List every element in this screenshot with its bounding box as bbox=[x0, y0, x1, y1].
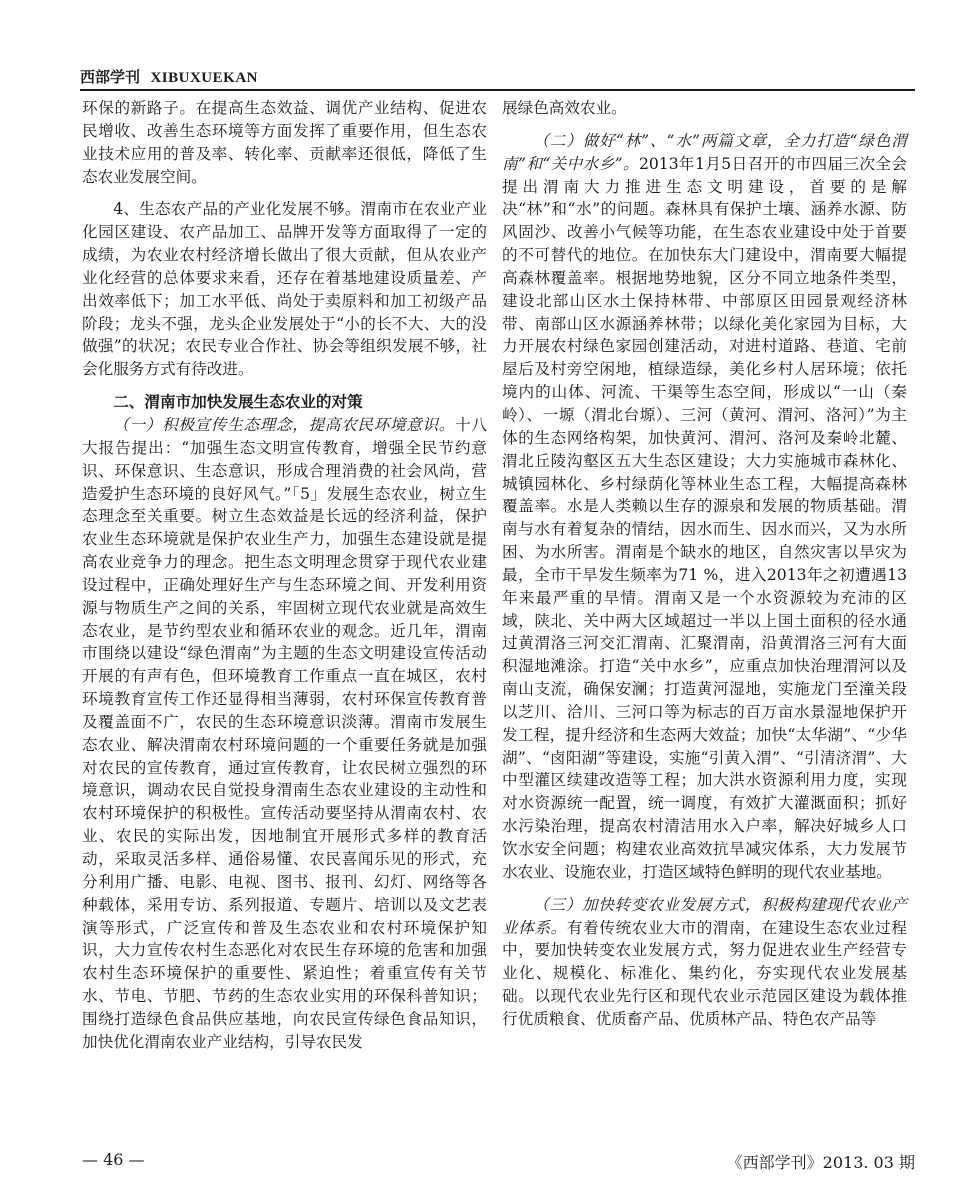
journal-name-en: XIBUXUEKAN bbox=[150, 70, 258, 86]
subsection-title: （一）积极宣传生态理念，提高农民环境意识。 bbox=[113, 415, 456, 434]
subsection-body: 有着传统农业大市的渭南，在建设生态农业过程中，要加快转变农业发展方式，努力促进农业生产经营专业化、规模化、标准化、集约化，夯实现代农业发展基础。以现代农业先行区和现代农业示范园区建设为载体推行优质粮食、优质畜产品、优质林产品、特色农产品等 bbox=[502, 918, 907, 1028]
paragraph-gap bbox=[502, 884, 907, 894]
subsection-body: 十八大报告提出：“加强生态文明宣传教育，增强全民节约意识、环保意识、生态意识，形成合理消费的社会风尚，营造爱护生态环境的良好风气。”「5」发展生态农业，树立生态理念至关重要。树立生态效益是长远的经济利益，保护农业生态环境就是保护农业生产力，加强生态建设就是提高农业竞争力的理念。把生态文明理念贯穿于现代农业建设过程中，正确处理好生产与生态环境之间、开发利用资源与物质生产之间的关系，牢固树立现代农业就是高效生态农业，是节约型农业和循环农业的观念。近几年，渭南市围绕以建设“绿色渭南”为主题的生态文明建设宣传活动开展的有声有色，但环境教育工作重点一直在城区，农村环境教育宣传工作还显得相当薄弱，农村环保宣传教育普及覆盖面不广，农民的生态环境意识淡薄。渭南市发展生态农业、解决渭南农村环境问题的一个重要任务就是加强对农民的宣传教育，通过宣传教育，让农民树立强烈的环境意识，调动农民自觉投身渭南生态农业建设的主动性和农村环境保护的积极性。宣传活动要坚持从渭南农村、农业、农民的实际出发，因地制宜开展形式多样的教育活动，采取灵活多样、通俗易懂、农民喜闻乐见的形式，充分利用广播、电影、电视、图书、报刊、幻灯、网络等各种载体，采用专访、系列报道、专题片、培训以及文艺表演等形式，广泛宣传和普及生态农业和农村环境保护知识，大力宣传农村生态恶化对农民生存环境的危害和加强农村生态环境保护的重要性、紧迫性；着重宣传有关节水、节电、节肥、节药的生态农业实用的环保科普知识；围绕打造绿色食品供应基地，向农民宣传绿色食品知识，加快优化渭南农业产业结构，引导农民发 bbox=[82, 415, 487, 1051]
paragraph-gap bbox=[502, 120, 907, 130]
paragraph-agri-transformation bbox=[502, 894, 907, 1031]
subsection-title: （三）加快转变农业发展方式，积极构建现代农业产业体系。 bbox=[502, 895, 907, 937]
journal-title bbox=[80, 66, 258, 87]
journal-issue: 《西部学刊》2013. 03 期 bbox=[726, 1153, 915, 1172]
running-header bbox=[80, 66, 915, 88]
paragraph-continuation: 展绿色高效农业。 bbox=[502, 99, 627, 117]
paragraph-industrialization: 4、生态农产品的产业化发展不够。渭南市在农业产业化园区建设、农产品加工、品牌开发等方面取得了一定的成绩，为农业农村经济增长做出了很大贡献，但从农业产业化经营的总体要求来看，还存在着基地建设质量差、产出效率低下；加工水平低、尚处于卖原料和加工初级产品阶段；龙头不强，龙头企业发展处于“小的长不大、大的没做强”的状况；农民专业合作社、协会等组织发展不够，社会化服务方式有待改进。 bbox=[82, 200, 487, 379]
subsection-title: （二）做好“林”、“水”两篇文章，全力打造“绿色渭南”和“关中水乡”。 bbox=[502, 131, 907, 173]
page-number: — 46 — bbox=[82, 1150, 145, 1169]
paragraph-gap bbox=[82, 381, 487, 391]
subsection-body: 2013年1月5日召开的市四届三次全会提出渭南大力推进生态文明建设，首要的是解决“林”和“水”的问题。森林具有保护土壤、涵养水源、防风固沙、改善小气候等功能，在生态农业建设中处于首要的不可替代的地位。在加快东大门建设中，渭南要大幅提高森林覆盖率。根据地势地貌，区分不同立地条件类型，建设北部山区水土保持林带、中部原区田园景观经济林带、南部山区水源涵养林带；以绿化美化家园为目标，大力开展农村绿色家园创建活动，对进村道路、巷道、宅前屋后及村旁空闲地，植绿造绿，美化乡村人居环境；依托境内的山体、河流、干渠等生态空间，形成以“一山（秦岭）、一塬（渭北台塬）、三河（黄河、渭河、洛河）”为主体的生态网络构架，加快黄河、渭河、洛河及秦岭北麓、渭北丘陵沟壑区五大生态区建设；大力实施城市森林化、城镇园林化、乡村绿荫化等林业生态工程，大幅提高森林覆盖率。水是人类赖以生存的源泉和发展的物质基础。渭南与水有着复杂的情结，因水而生、因水而兴，又为水所困、为水所害。渭南是个缺水的地区，自然灾害以旱灾为最，全市干旱发生频率为71 %，进入2013年之初遭遇13年来最严重的旱情。渭南又是一个水资源较为充沛的区域，陕北、关中两大区域超过一半以上国土面积的径水通过黄渭洛三河交汇渭南、汇聚渭南，沿黄渭洛三河有大面积湿地滩涂。打造“关中水乡”，应重点加快治理渭河以及南山支流，确保安澜；打造黄河湿地，实施龙门至潼关段以芝川、洽川、三河口等为标志的百万亩水景湿地保护开发工程，提升经济和生态两大效益；加快“太华湖”、“少华湖”、“卤阳湖”等建设，实施“引黄入渭”、“引清济渭”、大中型灌区续建改造等工程；加大洪水资源利用力度，实现对水资源统一配置，统一调度，有效扩大灌溉面积；抓好水污染治理，提高农村清洁用水入户率，解决好城乡人口饮水安全问题；构建农业高效抗旱减灾体系，大力发展节水农业、设施农业，打造区域特色鲜明的现代农业基地。 bbox=[502, 154, 908, 881]
paragraph-ecological-awareness bbox=[82, 414, 487, 1054]
right-column bbox=[502, 97, 907, 1031]
section-heading: 二、渭南市加快发展生态农业的对策 bbox=[113, 393, 363, 412]
header-divider bbox=[80, 89, 915, 91]
journal-name-cn: 西部学刊 bbox=[80, 68, 141, 86]
left-column bbox=[82, 97, 487, 1054]
paragraph-continuation: 环保的新路子。在提高生态效益、调优产业结构、促进农民增收、改善生态环境等方面发挥了重要作用，但生态农业技术应用的普及率、转化率、贡献率还很低，降低了生态农业发展空间。 bbox=[82, 99, 487, 186]
paragraph-forest-water bbox=[502, 130, 907, 884]
paragraph-gap bbox=[82, 188, 487, 198]
